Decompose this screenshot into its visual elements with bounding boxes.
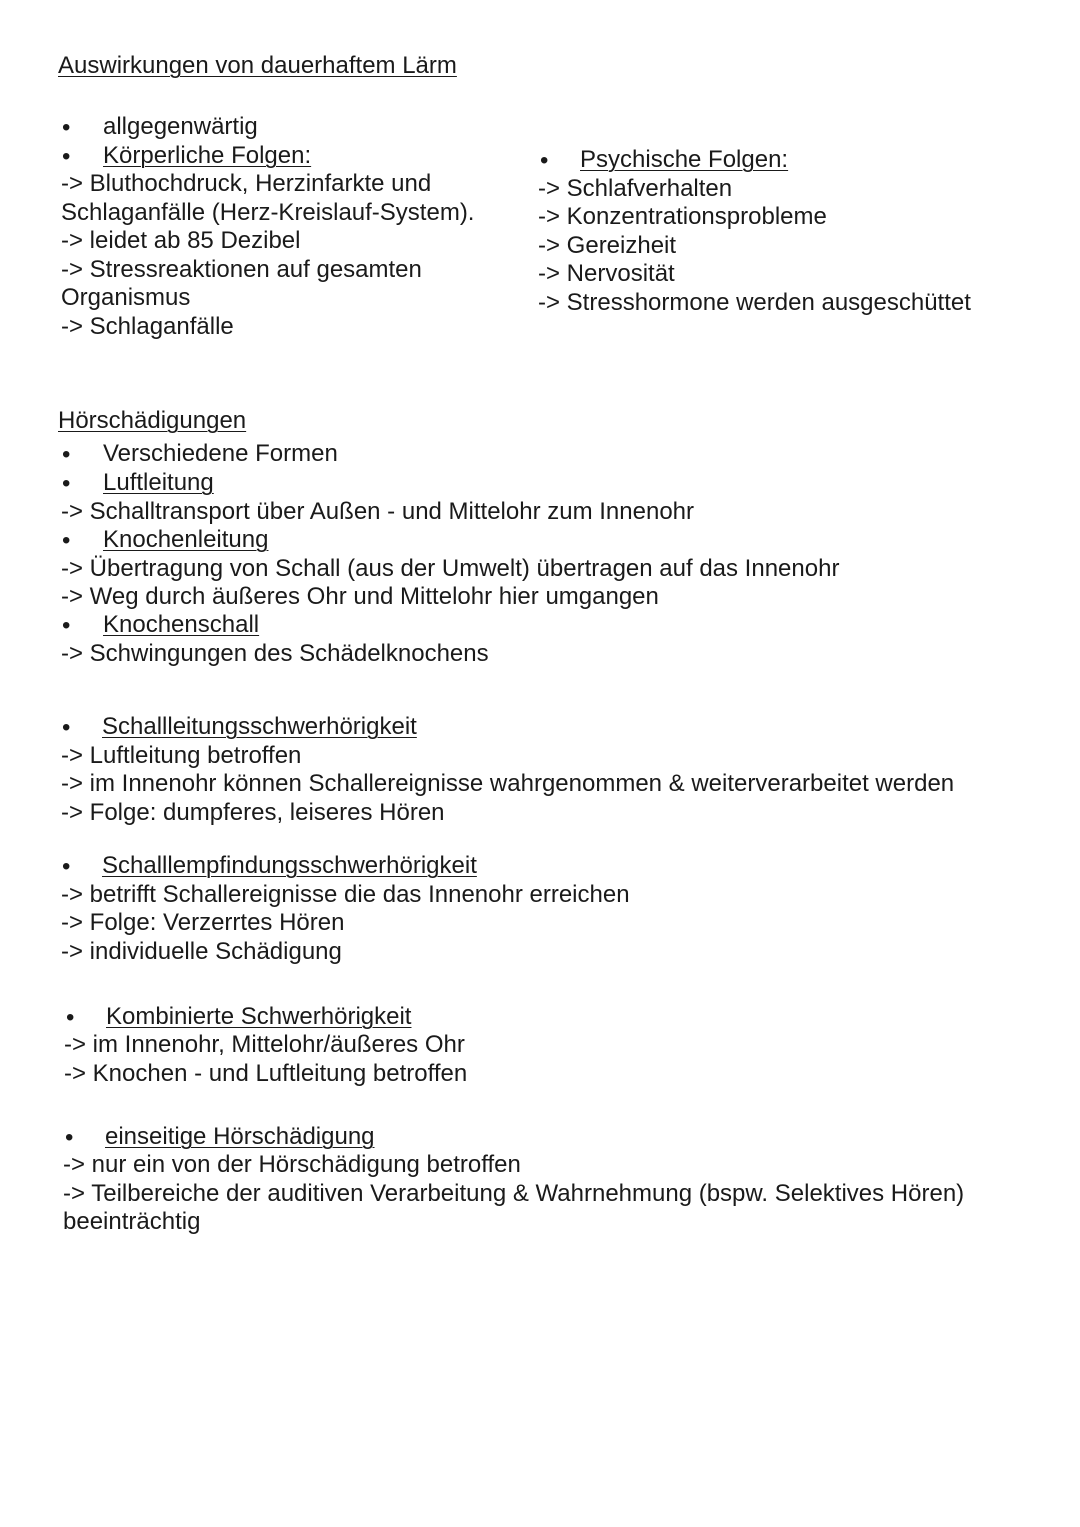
heading-hoerschaedigungen: Hörschädigungen [58, 407, 247, 434]
list-item: beeinträchtig [63, 1208, 201, 1235]
list-item: -> Weg durch äußeres Ohr und Mittelohr hier umgangen [61, 583, 659, 610]
bullet-schallempfindungsschwerhoerigkeit: Schalllempfindungsschwerhörigkeit [102, 852, 477, 879]
bullet-marker: • [540, 147, 549, 174]
list-item: -> Schlaganfälle [61, 313, 234, 340]
bullet-marker: • [62, 714, 71, 741]
bullet-psychische-folgen: Psychische Folgen: [580, 146, 789, 173]
bullet-knochenschall: Knochenschall [103, 611, 260, 638]
list-item: -> Gereizheit [538, 232, 677, 259]
bullet-allgegenwaertig: allgegenwärtig [103, 113, 258, 140]
bullet-verschiedene-formen: Verschiedene Formen [103, 440, 338, 467]
list-item: -> betrifft Schallereignisse die das Innenohr erreichen [61, 881, 630, 908]
bullet-kombinierte-schwerhoerigkeit: Kombinierte Schwerhörigkeit [106, 1003, 412, 1030]
bullet-knochenleitung: Knochenleitung [103, 526, 269, 553]
bullet-marker: • [62, 143, 71, 170]
bullet-marker: • [62, 612, 71, 639]
bullet-marker: • [62, 114, 71, 141]
bullet-marker: • [62, 470, 71, 497]
list-item: -> Teilbereiche der auditiven Verarbeitung & Wahrnehmung (bspw. Selektives Hören) [63, 1180, 965, 1207]
heading-auswirkungen: Auswirkungen von dauerhaftem Lärm [58, 52, 457, 79]
list-item: -> Bluthochdruck, Herzinfarkte und [61, 170, 432, 197]
list-item: -> im Innenohr können Schallereignisse wahrgenommen & weiterverarbeitet werden [61, 770, 955, 797]
bullet-marker: • [66, 1004, 75, 1031]
list-item: -> nur ein von der Hörschädigung betroffen [63, 1151, 521, 1178]
list-item: -> individuelle Schädigung [61, 938, 342, 965]
list-item: -> Schlafverhalten [538, 175, 733, 202]
list-item: -> Knochen - und Luftleitung betroffen [64, 1060, 468, 1087]
bullet-einseitige-hoerschaedigung: einseitige Hörschädigung [105, 1123, 375, 1150]
bullet-koerperliche-folgen: Körperliche Folgen: [103, 142, 312, 169]
list-item: -> Folge: Verzerrtes Hören [61, 909, 345, 936]
list-item: -> Konzentrationsprobleme [538, 203, 827, 230]
list-item: -> Nervosität [538, 260, 675, 287]
bullet-marker: • [62, 527, 71, 554]
list-item: -> im Innenohr, Mittelohr/äußeres Ohr [64, 1031, 465, 1058]
bullet-schallleitungsschwerhoerigkeit: Schallleitungsschwerhörigkeit [102, 713, 417, 740]
list-item: -> Schwingungen des Schädelknochens [61, 640, 489, 667]
list-item: -> leidet ab 85 Dezibel [61, 227, 301, 254]
bullet-marker: • [62, 441, 71, 468]
list-item: -> Folge: dumpferes, leiseres Hören [61, 799, 445, 826]
list-item: -> Übertragung von Schall (aus der Umwelt) übertragen auf das Innenohr [61, 555, 840, 582]
list-item: -> Luftleitung betroffen [61, 742, 302, 769]
list-item: -> Stresshormone werden ausgeschüttet [538, 289, 971, 316]
bullet-luftleitung: Luftleitung [103, 469, 214, 496]
list-item: Schlaganfälle (Herz-Kreislauf-System). [61, 199, 475, 226]
list-item: -> Stressreaktionen auf gesamten [61, 256, 422, 283]
list-item: Organismus [61, 284, 191, 311]
bullet-marker: • [62, 853, 71, 880]
bullet-marker: • [65, 1124, 74, 1151]
list-item: -> Schalltransport über Außen - und Mittelohr zum Innenohr [61, 498, 694, 525]
